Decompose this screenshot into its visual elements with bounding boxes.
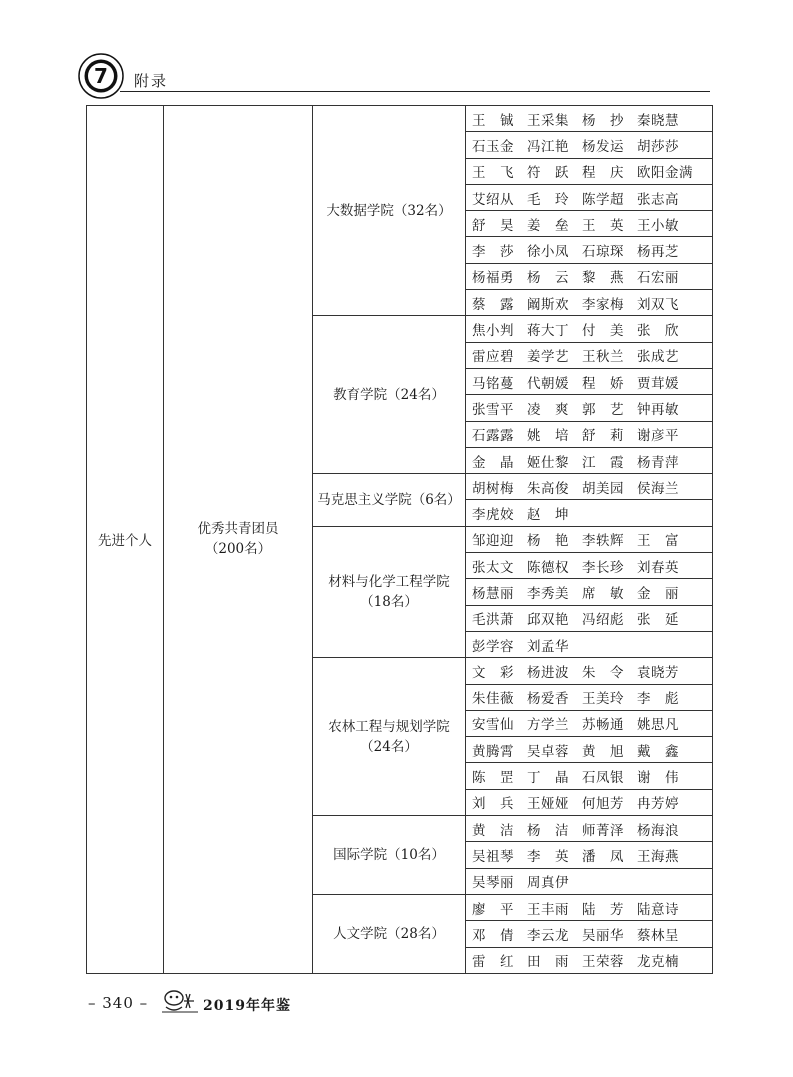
person-name: 张太文	[472, 559, 514, 576]
person-name: 席 敏	[582, 585, 624, 602]
person-name: 胡美园	[582, 480, 624, 497]
names-cell	[466, 710, 713, 736]
names-row	[466, 319, 712, 339]
section-title: 附录	[134, 72, 169, 90]
person-name: 戴 鑫	[637, 743, 679, 760]
person-name: 杨慧丽	[472, 585, 514, 602]
person-name: 石宏丽	[637, 270, 679, 287]
person-name: 李云龙	[527, 927, 569, 944]
person-name: 付 美	[582, 323, 624, 340]
person-name: 李轶辉	[582, 533, 624, 550]
names-cell	[466, 553, 713, 579]
person-name: 胡莎莎	[637, 138, 679, 155]
person-name: 张 延	[637, 612, 679, 629]
names-row	[466, 503, 712, 523]
person-name: 马铭蔓	[472, 375, 514, 392]
person-name: 刘 兵	[472, 796, 514, 813]
person-name: 江 霞	[582, 454, 624, 471]
person-name: 凌 爽	[527, 401, 569, 418]
college-cell	[313, 816, 466, 895]
names-cell	[466, 631, 713, 657]
person-name: 欧阳金满	[637, 165, 693, 182]
person-name: 雷 红	[472, 954, 514, 971]
person-name: 姜学艺	[527, 349, 569, 366]
college-name: 农林工程与规划学院	[328, 718, 450, 735]
person-name: 张志高	[637, 191, 679, 208]
person-name: 朱佳薇	[472, 691, 514, 708]
page-number: – 340 –	[88, 994, 149, 1012]
person-name: 彭学容	[472, 638, 514, 655]
names-row	[466, 898, 712, 918]
college-cell	[313, 894, 466, 973]
names-cell	[466, 816, 713, 842]
person-name: 何旭芳	[582, 796, 624, 813]
college-cell	[313, 658, 466, 816]
names-row	[466, 608, 712, 628]
person-name: 李秀美	[527, 585, 569, 602]
honor-list-table	[86, 105, 713, 974]
person-name: 舒 莉	[582, 428, 624, 445]
person-name: 龙克楠	[637, 954, 679, 971]
names-row	[466, 819, 712, 839]
names-cell	[466, 921, 713, 947]
person-name: 王海燕	[637, 848, 679, 865]
person-name: 方学兰	[527, 717, 569, 734]
person-name: 艾绍从	[472, 191, 514, 208]
college-count: （18名）	[360, 593, 418, 610]
names-cell	[466, 842, 713, 868]
person-name: 李虎姣	[472, 507, 514, 524]
person-name: 杨再芝	[637, 244, 679, 261]
names-cell	[466, 184, 713, 210]
person-name: 石凤银	[582, 770, 624, 787]
person-name: 贾茸媛	[637, 375, 679, 392]
person-name: 石露露	[472, 428, 514, 445]
person-name: 王 富	[637, 533, 679, 550]
names-cell	[466, 894, 713, 920]
college-cell	[313, 474, 466, 527]
person-name: 刘孟华	[527, 638, 569, 655]
person-name: 程 庆	[582, 165, 624, 182]
person-name: 姚 培	[527, 428, 569, 445]
college-count: （24名）	[360, 738, 418, 755]
person-name: 杨 抄	[582, 112, 624, 129]
person-name: 钟再敏	[637, 401, 679, 418]
names-cell	[466, 500, 713, 526]
names-row	[466, 372, 712, 392]
names-row	[466, 713, 712, 733]
college-cell	[313, 106, 466, 316]
names-cell	[466, 290, 713, 316]
person-name: 张成艺	[637, 349, 679, 366]
person-name: 陈学超	[582, 191, 624, 208]
person-name: 王秋兰	[582, 349, 624, 366]
person-name: 潘 凤	[582, 848, 624, 865]
person-name: 文 彩	[472, 664, 514, 681]
person-name: 王美玲	[582, 691, 624, 708]
person-name: 秦晓慧	[637, 112, 679, 129]
person-name: 邱双艳	[527, 612, 569, 629]
names-cell	[466, 789, 713, 815]
person-name: 杨发运	[582, 138, 624, 155]
person-name: 姜 垒	[527, 217, 569, 234]
person-name: 冯江艳	[527, 138, 569, 155]
person-name: 周真伊	[527, 875, 569, 892]
person-name: 丁 晶	[527, 770, 569, 787]
person-name: 陆 芳	[582, 901, 624, 918]
names-cell	[466, 395, 713, 421]
names-row	[466, 109, 712, 129]
names-row	[466, 135, 712, 155]
names-row	[466, 871, 712, 891]
names-row	[466, 766, 712, 786]
names-cell	[466, 605, 713, 631]
person-name: 张 欣	[637, 323, 679, 340]
person-name: 王娅娅	[527, 796, 569, 813]
person-name: 吴卓蓉	[527, 743, 569, 760]
person-name: 谢 伟	[637, 770, 679, 787]
person-name: 李 莎	[472, 244, 514, 261]
award-type-count: （200名）	[204, 541, 272, 558]
person-name: 石琼琛	[582, 244, 624, 261]
person-name: 吴丽华	[582, 927, 624, 944]
person-name: 毛洪萧	[472, 612, 514, 629]
person-name: 杨 洁	[527, 822, 569, 839]
names-row	[466, 451, 712, 471]
names-row	[466, 687, 712, 707]
college-cell	[313, 526, 466, 657]
university-logo-icon	[78, 53, 124, 99]
names-row	[466, 661, 712, 681]
person-name: 杨 云	[527, 270, 569, 287]
names-row	[466, 345, 712, 365]
college-name: 人文学院（28名）	[333, 925, 445, 942]
logo-mark: 7	[94, 64, 108, 88]
person-name: 杨 艳	[527, 533, 569, 550]
names-cell	[466, 158, 713, 184]
person-name: 安雪仙	[472, 717, 514, 734]
person-name: 黄 洁	[472, 822, 514, 839]
person-name	[582, 871, 637, 891]
college-name: 马克思主义学院（6名）	[317, 491, 461, 508]
person-name: 黄腾霄	[472, 743, 514, 760]
mascot-icon	[160, 988, 200, 1014]
names-row	[466, 161, 712, 181]
names-cell	[466, 237, 713, 263]
person-name: 赵 坤	[527, 507, 569, 524]
names-row	[466, 582, 712, 602]
names-cell	[466, 947, 713, 973]
names-row	[466, 635, 712, 655]
names-row	[466, 188, 712, 208]
yearbook-title: 2019年年鉴	[203, 998, 291, 1014]
names-cell	[466, 263, 713, 289]
person-name: 王小敏	[637, 217, 679, 234]
names-row	[466, 529, 712, 549]
names-row	[466, 950, 712, 970]
person-name: 雷应碧	[472, 349, 514, 366]
person-name: 黄 旭	[582, 743, 624, 760]
person-name: 吴祖琴	[472, 848, 514, 865]
names-cell	[466, 684, 713, 710]
person-name: 邹迎迎	[472, 533, 514, 550]
names-cell	[466, 421, 713, 447]
person-name: 陈德权	[527, 559, 569, 576]
person-name: 黎 燕	[582, 270, 624, 287]
person-name: 王 飞	[472, 165, 514, 182]
names-cell	[466, 763, 713, 789]
award-type-cell	[164, 106, 313, 974]
person-name: 毛 玲	[527, 191, 569, 208]
names-cell	[466, 447, 713, 473]
table-row	[87, 106, 713, 132]
person-name: 李家梅	[582, 296, 624, 313]
person-name: 田 雨	[527, 954, 569, 971]
names-row	[466, 477, 712, 497]
person-name: 李 彪	[637, 691, 679, 708]
names-row	[466, 792, 712, 812]
person-name: 蔡 露	[472, 296, 514, 313]
person-name: 蔡林呈	[637, 927, 679, 944]
names-cell	[466, 316, 713, 342]
names-cell	[466, 474, 713, 500]
person-name	[582, 503, 637, 523]
names-row	[466, 740, 712, 760]
names-cell	[466, 106, 713, 132]
names-cell	[466, 579, 713, 605]
names-row	[466, 924, 712, 944]
person-name: 侯海兰	[637, 480, 679, 497]
names-row	[466, 845, 712, 865]
person-name: 苏畅通	[582, 717, 624, 734]
person-name: 邓 倩	[472, 927, 514, 944]
person-name: 王 英	[582, 217, 624, 234]
person-name: 杨爱香	[527, 691, 569, 708]
header-divider	[120, 91, 710, 92]
person-name: 朱 令	[582, 664, 624, 681]
person-name	[582, 635, 637, 655]
names-cell	[466, 868, 713, 894]
person-name: 焦小判	[472, 323, 514, 340]
names-row	[466, 293, 712, 313]
person-name: 李 英	[527, 848, 569, 865]
names-cell	[466, 132, 713, 158]
person-name	[637, 635, 692, 655]
names-row	[466, 398, 712, 418]
college-cell	[313, 316, 466, 474]
person-name: 师菁泽	[582, 822, 624, 839]
college-name: 材料与化学工程学院	[328, 573, 450, 590]
person-name: 王 铖	[472, 112, 514, 129]
names-row	[466, 240, 712, 260]
person-name: 王丰雨	[527, 901, 569, 918]
names-cell	[466, 342, 713, 368]
person-name: 王采集	[527, 112, 569, 129]
person-name: 刘春英	[637, 559, 679, 576]
person-name: 石玉金	[472, 138, 514, 155]
names-cell	[466, 526, 713, 552]
person-name: 李长珍	[582, 559, 624, 576]
person-name: 陆意诗	[637, 901, 679, 918]
person-name: 姚思凡	[637, 717, 679, 734]
college-name: 教育学院（24名）	[333, 386, 445, 403]
person-name: 冯绍彪	[582, 612, 624, 629]
names-row	[466, 424, 712, 444]
person-name: 朱高俊	[527, 480, 569, 497]
person-name	[637, 871, 692, 891]
college-name: 大数据学院（32名）	[326, 202, 452, 219]
person-name: 杨海浪	[637, 822, 679, 839]
person-name: 金 晶	[472, 454, 514, 471]
names-row	[466, 556, 712, 576]
person-name: 吴琴丽	[472, 875, 514, 892]
person-name: 蒋大丁	[527, 323, 569, 340]
person-name: 王荣蓉	[582, 954, 624, 971]
person-name: 徐小凤	[527, 244, 569, 261]
person-name: 谢彦平	[637, 428, 679, 445]
names-cell	[466, 368, 713, 394]
person-name: 杨进波	[527, 664, 569, 681]
names-cell	[466, 211, 713, 237]
person-name: 张雪平	[472, 401, 514, 418]
person-name: 杨青萍	[637, 454, 679, 471]
person-name: 袁晓芳	[637, 664, 679, 681]
person-name: 金 丽	[637, 585, 679, 602]
person-name: 杨福勇	[472, 270, 514, 287]
names-row	[466, 214, 712, 234]
names-cell	[466, 658, 713, 684]
names-row	[466, 266, 712, 286]
category-cell: 先进个人	[87, 106, 164, 974]
person-name: 胡树梅	[472, 480, 514, 497]
person-name: 阚斯欢	[527, 296, 569, 313]
person-name: 符 跃	[527, 165, 569, 182]
person-name	[637, 503, 692, 523]
person-name: 廖 平	[472, 901, 514, 918]
award-type-label: 优秀共青团员	[197, 521, 279, 538]
person-name: 郭 艺	[582, 401, 624, 418]
names-cell	[466, 737, 713, 763]
person-name: 姬仕黎	[527, 454, 569, 471]
person-name: 冉芳婷	[637, 796, 679, 813]
person-name: 陈 罡	[472, 770, 514, 787]
person-name: 程 娇	[582, 375, 624, 392]
person-name: 舒 昊	[472, 217, 514, 234]
person-name: 代朝媛	[527, 375, 569, 392]
person-name: 刘双飞	[637, 296, 679, 313]
college-name: 国际学院（10名）	[333, 846, 445, 863]
